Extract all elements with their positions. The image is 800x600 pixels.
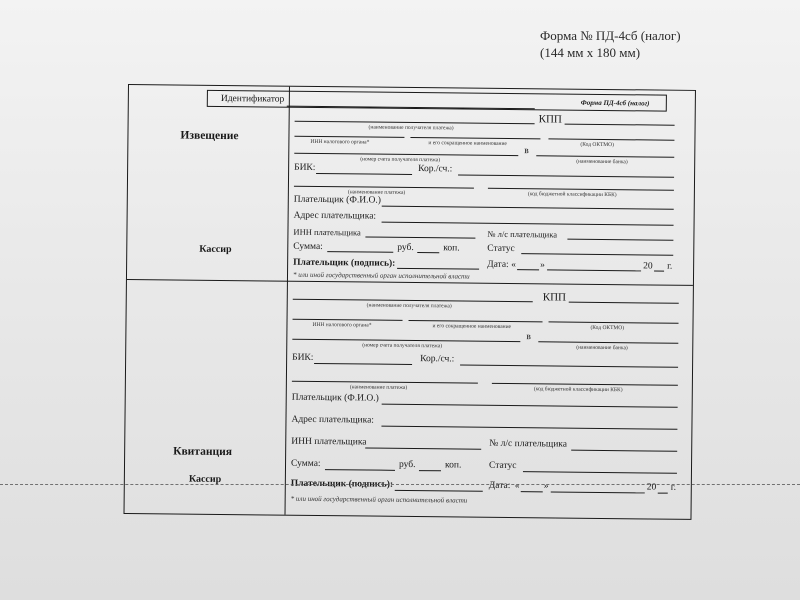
- receipt-year-label: 20: [646, 482, 657, 493]
- recipient-caption: (наименование получателя платежа): [368, 124, 454, 132]
- kop-label: коп.: [443, 243, 460, 254]
- identifier-label: Идентификатор: [220, 93, 285, 105]
- receipt-account-caption: (номер счета получателя платежа): [362, 342, 443, 350]
- receipt-kbk-caption: (код бюджетной классификации КБК): [533, 386, 623, 394]
- receipt-account-line[interactable]: [292, 339, 520, 342]
- sum-label: Сумма:: [293, 241, 323, 253]
- receipt-short-name-line[interactable]: [409, 320, 543, 322]
- inn-payer-label: ИНН плательщика: [293, 226, 361, 238]
- account-caption: (номер счета получателя платежа): [360, 156, 441, 164]
- receipt-month-line[interactable]: [551, 491, 645, 493]
- receipt-account-no-line[interactable]: [571, 450, 677, 452]
- receipt-signature-label: Плательщик (подпись):: [290, 478, 394, 490]
- kop-line[interactable]: [417, 252, 439, 253]
- receipt-oktmo-caption: (Код ОКТМО): [590, 324, 625, 332]
- inn-payer-line[interactable]: [365, 236, 475, 238]
- payment-form: [123, 84, 695, 520]
- month-line[interactable]: [547, 269, 641, 271]
- receipt-inn-line[interactable]: [293, 319, 403, 321]
- receipt-kpp-label: КПП: [542, 291, 567, 304]
- status-label: Статус: [487, 243, 515, 255]
- receipt-label: Квитанция: [173, 445, 233, 459]
- receipt-payer-label: Плательщик (Ф.И.О.): [291, 392, 379, 404]
- bank-caption: (наименование банка): [576, 158, 628, 166]
- kbk-caption: (код бюджетной классификации КБК): [527, 191, 617, 199]
- account-no-label: № л/с плательщика: [487, 228, 558, 240]
- form-title: Форма № ПД-4сб (налог): [540, 28, 681, 43]
- payment-name-caption: (наименование платежа): [347, 189, 406, 196]
- receipt-status-label: Статус: [488, 460, 517, 472]
- year-line[interactable]: [654, 271, 664, 272]
- receipt-inn-payer-label: ИНН плательщика: [291, 436, 367, 448]
- date-quote-close: »: [540, 260, 545, 271]
- oktmo-caption: (Код ОКТМО): [580, 141, 615, 149]
- address-line[interactable]: [382, 222, 674, 226]
- inn-caption: ИНН налогового органа*: [310, 138, 370, 146]
- receipt-signature-line[interactable]: [395, 490, 483, 492]
- kbk-line[interactable]: [488, 188, 674, 191]
- receipt-kop-label: коп.: [444, 460, 462, 471]
- receipt-day-line[interactable]: [521, 491, 543, 492]
- receipt-address-line[interactable]: [381, 426, 677, 430]
- receipt-kbk-line[interactable]: [492, 383, 678, 386]
- notice-label: Извещение: [180, 129, 239, 143]
- receipt-oktmo-line[interactable]: [549, 321, 679, 323]
- kpp-label: КПП: [538, 113, 562, 126]
- receipt-recipient-line[interactable]: [293, 299, 533, 303]
- receipt-rub-label: руб.: [398, 459, 416, 471]
- bik-line[interactable]: [316, 173, 412, 175]
- account-line[interactable]: [294, 153, 518, 156]
- receipt-bank-line[interactable]: [538, 341, 678, 343]
- receipt-inn-payer-line[interactable]: [365, 448, 481, 450]
- receipt-date-label: Дата:: [488, 480, 511, 492]
- receipt-year-suffix: г.: [670, 482, 677, 493]
- in-label: в: [524, 146, 529, 157]
- bik-label: БИК:: [294, 162, 316, 173]
- column-divider: [284, 87, 289, 515]
- notice-cashier-label: Кассир: [199, 243, 232, 256]
- receipt-payment-name-line[interactable]: [292, 381, 478, 384]
- bank-line[interactable]: [536, 155, 674, 157]
- receipt-account-no-label: № л/с плательщика: [489, 438, 568, 450]
- receipt-rub-line[interactable]: [325, 469, 395, 471]
- section-divider: [127, 279, 693, 286]
- receipt-inn-caption: ИНН налогового органа*: [312, 321, 372, 329]
- payer-line[interactable]: [382, 206, 674, 210]
- receipt-status-line[interactable]: [523, 471, 677, 474]
- rub-line[interactable]: [327, 251, 393, 253]
- receipt-payment-name-caption: (наименование платежа): [349, 384, 408, 391]
- receipt-cashier-label: Кассир: [188, 473, 222, 485]
- account-no-line[interactable]: [567, 239, 673, 241]
- payer-label: Плательщик (Ф.И.О.): [293, 194, 381, 206]
- receipt-bank-caption: (наименование банка): [576, 344, 628, 352]
- receipt-sum-label: Сумма:: [290, 458, 321, 470]
- year-label: 20: [643, 261, 653, 272]
- receipt-short-name-caption: и его сокращенное наименование: [432, 323, 512, 331]
- receipt-kop-line[interactable]: [419, 470, 441, 471]
- kor-line[interactable]: [458, 174, 674, 177]
- status-line[interactable]: [521, 253, 673, 256]
- signature-label: Плательщик (подпись):: [293, 257, 396, 269]
- form-size: (144 мм х 180 мм): [540, 45, 641, 60]
- receipt-payer-line[interactable]: [382, 404, 678, 408]
- receipt-recipient-caption: (наименование получателя платежа): [366, 302, 452, 310]
- receipt-footnote: * или иной государственный орган исполнительной власти: [290, 494, 468, 505]
- receipt-bik-line[interactable]: [314, 363, 412, 365]
- short-name-caption: и его сокращенное наименование: [428, 140, 507, 147]
- receipt-date-quote-close: »: [543, 481, 549, 492]
- recipient-line[interactable]: [295, 121, 535, 125]
- kpp-line[interactable]: [565, 124, 675, 126]
- form-tag: Форма ПД-4сб (налог): [580, 98, 650, 108]
- short-name-line[interactable]: [410, 137, 540, 139]
- date-quote-open: «: [511, 260, 516, 271]
- receipt-year-line[interactable]: [658, 493, 668, 494]
- oktmo-line[interactable]: [548, 138, 674, 140]
- date-label: Дата:: [487, 259, 509, 270]
- address-label: Адрес плательщика:: [293, 210, 377, 222]
- receipt-date-quote-open: «: [514, 481, 520, 492]
- receipt-bik-label: БИК:: [292, 352, 314, 363]
- receipt-kor-label: Кор./сч.:: [420, 354, 455, 365]
- year-suffix: г.: [667, 261, 673, 272]
- rub-label: руб.: [397, 242, 414, 254]
- signature-line[interactable]: [397, 268, 479, 270]
- receipt-kor-line[interactable]: [460, 364, 678, 367]
- receipt-kpp-line[interactable]: [569, 302, 679, 304]
- cut-line: [0, 484, 800, 485]
- kor-label: Кор./сч.:: [418, 164, 453, 175]
- receipt-address-label: Адрес плательщика:: [291, 414, 374, 426]
- inn-line[interactable]: [294, 136, 404, 138]
- receipt-in-label: в: [526, 332, 531, 343]
- payment-name-line[interactable]: [294, 186, 474, 189]
- day-line[interactable]: [517, 269, 539, 270]
- footnote: * или иной государственный орган исполнительной власти: [292, 270, 470, 281]
